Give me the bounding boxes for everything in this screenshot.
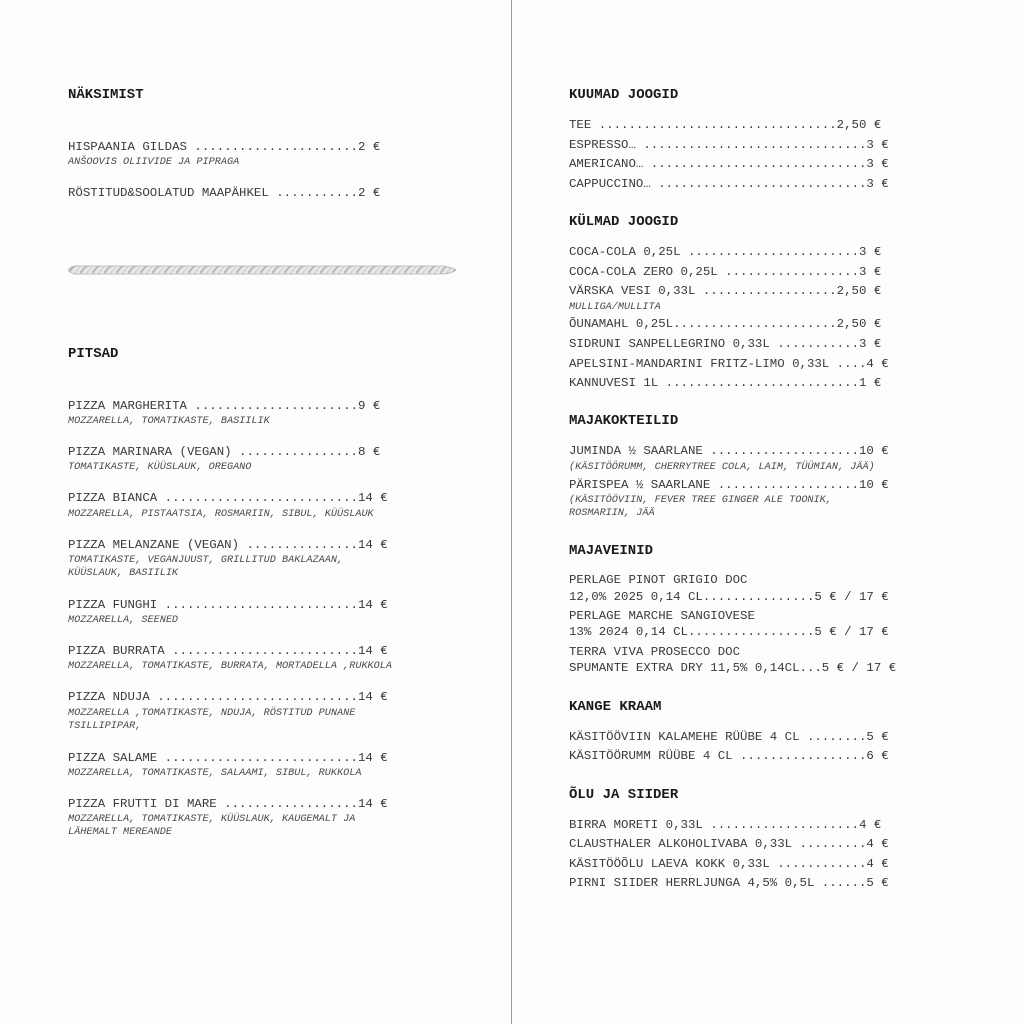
menu-item-line: KÄSITÖÖRUMM RÜÜBE 4 CL .................6 € [569, 749, 889, 763]
menu-item-line: PIZZA MELANZANE (VEGAN) ...............14 € [68, 538, 388, 552]
menu-item-description: MOZZARELLA, TOMATIKASTE, KÜÜSLAUK, KAUGEMALT JA LÄHEMALT MEREANDE [68, 814, 356, 838]
menu-item-line: ESPRESSO… ..............................3 € [569, 138, 889, 152]
menu-item-line: APELSINI-MANDARINI FRITZ-LIMO 0,33L ....4 € [569, 357, 889, 371]
menu-item-line: COCA-COLA 0,25L .......................3 € [569, 245, 882, 259]
menu-item-line: ÕUNAMAHL 0,25L......................2,50 € [569, 317, 882, 331]
menu-item-line: PIZZA MARGHERITA ......................9 € [68, 399, 381, 413]
section-heading-naksimist: NÄKSIMIST [68, 87, 144, 103]
menu-item-line: PIRNI SIIDER HERRLJUNGA 4,5% 0,5L ......5 € [569, 876, 889, 890]
right-menu-page [513, 0, 1024, 1024]
menu-item-line: HISPAANIA GILDAS ......................2 € [68, 140, 381, 154]
menu-item-line: CAPPUCCINO… ............................3 € [569, 177, 889, 191]
menu-item-line: SIDRUNI SANPELLEGRINO 0,33L ...........3 € [569, 337, 882, 351]
wine-price-line: 12,0% 2025 0,14 CL...............5 € / 17 € [569, 590, 889, 604]
rope-divider-decoration [68, 262, 456, 278]
wine-name-line: PERLAGE PINOT GRIGIO DOC [569, 573, 748, 587]
menu-item-line: PÄRISPEA ½ SAARLANE ...................10 € [569, 478, 889, 492]
menu-item-description: (KÄSITÖÖRUMM, CHERRYTREE COLA, LAIM, TÜÜMIAN, JÄÄ) [569, 462, 875, 473]
menu-item-description: MOZZARELLA ,TOMATIKASTE, NDUJA, RÖSTITUD PUNANE TSILLIPIPAR, [68, 708, 356, 732]
section-heading-olu-ja-siider: ÕLU JA SIIDER [569, 787, 679, 803]
menu-item-line: PIZZA FUNGHI ..........................14 € [68, 598, 388, 612]
wine-name-line: PERLAGE MARCHE SANGIOVESE [569, 609, 755, 623]
menu-item-line: JUMINDA ½ SAARLANE ....................10 € [569, 444, 889, 458]
menu-item-description: MOZZARELLA, PISTAATSIA, ROSMARIIN, SIBUL, KÜÜSLAUK [68, 509, 374, 520]
section-heading-majakokteilid: MAJAKOKTEILID [569, 413, 679, 429]
menu-item-description: TOMATIKASTE, VEGANJUUST, GRILLITUD BAKLAZAAN, KÜÜSLAUK, BASIILIK [68, 555, 344, 579]
section-heading-kuumad-joogid: KUUMAD JOOGID [569, 87, 679, 103]
section-heading-kange-kraam: KANGE KRAAM [569, 699, 662, 715]
menu-item-description: TOMATIKASTE, KÜÜSLAUK, OREGANO [68, 462, 252, 473]
menu-item-line: KÄSITÖÖÕLU LAEVA KOKK 0,33L ............4 € [569, 857, 889, 871]
menu-item-line: PIZZA MARINARA (VEGAN) ................8 € [68, 445, 381, 459]
page-fold-divider [511, 0, 512, 1024]
menu-item-line: PIZZA FRUTTI DI MARE ..................14 € [68, 797, 388, 811]
menu-item-description: MOZZARELLA, TOMATIKASTE, BURRATA, MORTADELLA ,RUKKOLA [68, 661, 393, 672]
section-heading-pitsad: PITSAD [68, 346, 119, 362]
section-heading-majaveinid: MAJAVEINID [569, 543, 654, 559]
menu-item-line: AMERICANO… .............................3 € [569, 157, 889, 171]
menu-item-line: TEE ................................2,50 € [569, 118, 882, 132]
menu-item-line: KÄSITÖÖVIIN KALAMEHE RÜÜBE 4 CL ........5 € [569, 730, 889, 744]
section-heading-kulmad-joogid: KÜLMAD JOOGID [569, 214, 679, 230]
menu-item-line: PIZZA NDUJA ...........................14 € [68, 690, 388, 704]
menu-item-line: BIRRA MORETI 0,33L ....................4 € [569, 818, 882, 832]
menu-item-line: KANNUVESI 1L ..........................1 € [569, 376, 882, 390]
menu-item-description: ANŠOOVIS OLIIVIDE JA PIPRAGA [68, 157, 240, 168]
menu-item-line: PIZZA SALAME ..........................14 € [68, 751, 388, 765]
menu-item-line: CLAUSTHALER ALKOHOLIVABA 0,33L .........4 € [569, 837, 889, 851]
menu-item-line: VÄRSKA VESI 0,33L ..................2,50 € [569, 284, 882, 298]
wine-price-line: 13% 2024 0,14 CL.................5 € / 17 € [569, 625, 889, 639]
menu-item-description: MOZZARELLA, SEENED [68, 615, 179, 626]
menu-item-description: MULLIGA/MULLITA [569, 302, 661, 313]
menu-item-line: COCA-COLA ZERO 0,25L ..................3 € [569, 265, 882, 279]
wine-price-line: SPUMANTE EXTRA DRY 11,5% 0,14CL...5 € / 17 € [569, 661, 897, 675]
menu-item-line: RÖSTITUD&SOOLATUD MAAPÄHKEL ...........2 € [68, 186, 381, 200]
menu-item-line: PIZZA BURRATA .........................14 € [68, 644, 388, 658]
menu-item-line: PIZZA BIANCA ..........................14 € [68, 491, 388, 505]
menu-item-description: MOZZARELLA, TOMATIKASTE, BASIILIK [68, 416, 270, 427]
wine-name-line: TERRA VIVA PROSECCO DOC [569, 645, 741, 659]
menu-item-description: (KÄSITÖÖVIIN, FEVER TREE GINGER ALE TOONIK, ROSMARIIN, JÄÄ [569, 495, 832, 519]
menu-item-description: MOZZARELLA, TOMATIKASTE, SALAAMI, SIBUL, RUKKOLA [68, 768, 362, 779]
